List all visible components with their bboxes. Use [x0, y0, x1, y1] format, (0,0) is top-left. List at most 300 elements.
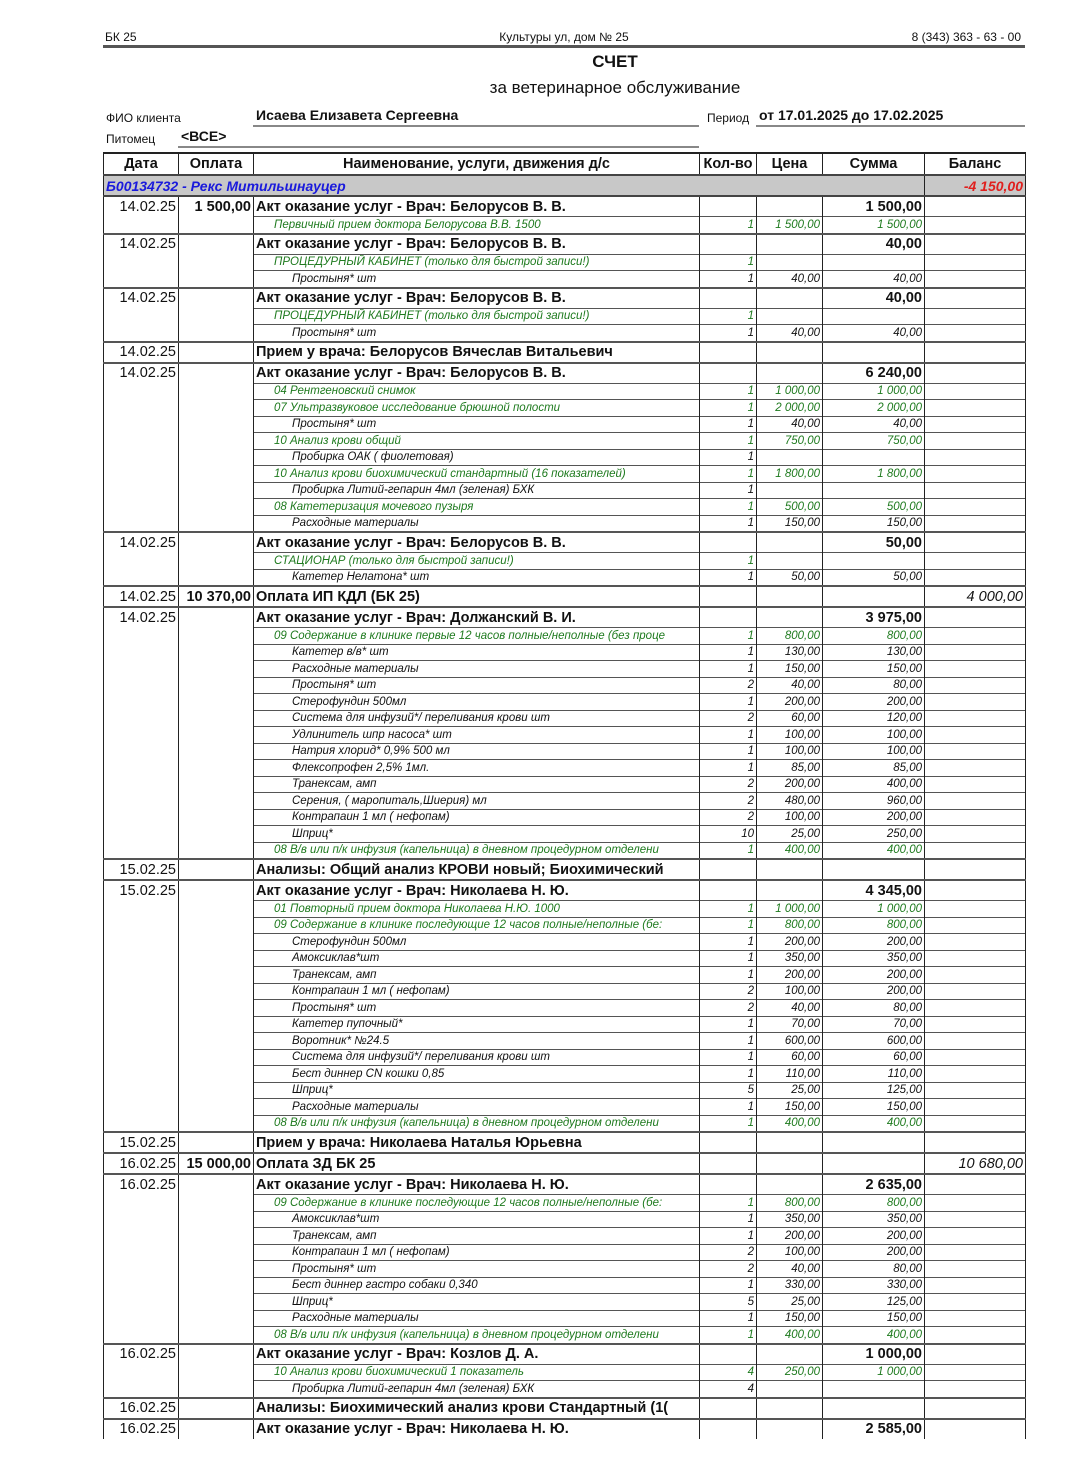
cell-pay: [179, 1228, 254, 1245]
cell-price: [757, 1419, 823, 1439]
cell-date: 14.02.25: [104, 342, 179, 363]
cell-price: 70,00: [757, 1016, 823, 1033]
cell-pay: [179, 859, 254, 880]
col-payment: Оплата: [179, 153, 254, 175]
cell-pay: [179, 1174, 254, 1195]
period-value: от 17.01.2025 до 17.02.2025: [759, 107, 944, 123]
cell-qty: 2: [700, 1244, 757, 1261]
cell-price: [757, 1381, 823, 1398]
cell-sum: 200,00: [823, 809, 925, 826]
cell-bal: [925, 842, 1026, 859]
cell-bal: [925, 1364, 1026, 1381]
cell-price: 100,00: [757, 743, 823, 760]
cell-pay: [179, 254, 254, 271]
cell-qty: 1: [700, 628, 757, 645]
cell-date: [104, 917, 179, 934]
cell-price: 40,00: [757, 271, 823, 288]
cell-sum: [823, 1153, 925, 1174]
cell-pay: [179, 1195, 254, 1212]
cell-sum: 200,00: [823, 983, 925, 1000]
cell-pay: [179, 383, 254, 400]
branch-name: БК 25: [105, 30, 137, 44]
cell-sum: 960,00: [823, 793, 925, 810]
cell-name: Удлинитель шпр насоса* шт: [254, 727, 700, 744]
cell-name: Прием у врача: Белорусов Вячеслав Витальевич: [254, 342, 700, 363]
cell-bal: [925, 760, 1026, 777]
cell-pay: [179, 288, 254, 309]
cell-date: [104, 842, 179, 859]
cell-date: [104, 1016, 179, 1033]
cell-date: [104, 1115, 179, 1132]
table-subrow: [104, 793, 1026, 810]
cell-price: 100,00: [757, 809, 823, 826]
table-row: [104, 1153, 1026, 1174]
table-subrow: [104, 809, 1026, 826]
period-underline: [756, 125, 1025, 127]
cell-pay: [179, 342, 254, 363]
cell-bal: [925, 1211, 1026, 1228]
cell-price: 1 000,00: [757, 383, 823, 400]
table-subrow: [104, 1195, 1026, 1212]
cell-date: [104, 271, 179, 288]
cell-price: 130,00: [757, 644, 823, 661]
cell-date: [104, 793, 179, 810]
cell-name: Флексопрофен 2,5% 1мл.: [254, 760, 700, 777]
cell-date: [104, 1049, 179, 1066]
cell-bal: [925, 793, 1026, 810]
cell-bal: [925, 743, 1026, 760]
table-subrow: [104, 842, 1026, 859]
cell-bal: [925, 569, 1026, 586]
cell-date: [104, 482, 179, 499]
cell-bal: [925, 1228, 1026, 1245]
cell-date: 16.02.25: [104, 1344, 179, 1365]
cell-bal: [925, 880, 1026, 901]
cell-qty: 1: [700, 967, 757, 984]
cell-name: Оплата ЗД БК 25: [254, 1153, 700, 1174]
cell-pay: [179, 1033, 254, 1050]
cell-price: 100,00: [757, 1244, 823, 1261]
cell-pay: [179, 983, 254, 1000]
cell-qty: 1: [700, 1211, 757, 1228]
cell-qty: [700, 1153, 757, 1174]
cell-bal: [925, 1244, 1026, 1261]
cell-qty: 4: [700, 1364, 757, 1381]
table-subrow: [104, 1228, 1026, 1245]
cell-name: Акт оказание услуг - Врач: Белорусов В. В.: [254, 196, 700, 217]
cell-qty: 2: [700, 1000, 757, 1017]
cell-sum: 1 500,00: [823, 217, 925, 234]
table-row: [104, 342, 1026, 363]
cell-price: 1 500,00: [757, 217, 823, 234]
cell-price: [757, 1398, 823, 1419]
cell-date: [104, 776, 179, 793]
cell-bal: [925, 383, 1026, 400]
table-subrow: [104, 776, 1026, 793]
cell-name: Акт оказание услуг - Врач: Должанский В. И.: [254, 607, 700, 628]
cell-price: 100,00: [757, 983, 823, 1000]
cell-sum: 200,00: [823, 694, 925, 711]
cell-pay: [179, 880, 254, 901]
client-label: ФИО клиента: [106, 111, 181, 125]
cell-pay: [179, 607, 254, 628]
cell-pay: [179, 363, 254, 384]
cell-name: 01 Повторный прием доктора Николаева Н.Ю. 1000: [254, 901, 700, 918]
cell-price: 110,00: [757, 1066, 823, 1083]
cell-date: 16.02.25: [104, 1419, 179, 1439]
cell-price: [757, 288, 823, 309]
cell-price: [757, 586, 823, 607]
cell-sum: 2 585,00: [823, 1419, 925, 1439]
cell-pay: [179, 967, 254, 984]
cell-bal: [925, 1115, 1026, 1132]
cell-sum: [823, 1381, 925, 1398]
cell-qty: 1: [700, 482, 757, 499]
table-subrow: [104, 1327, 1026, 1344]
cell-bal: [925, 553, 1026, 570]
cell-sum: 40,00: [823, 234, 925, 255]
cell-name: Простыня* шт: [254, 416, 700, 433]
cell-pay: [179, 950, 254, 967]
cell-date: 15.02.25: [104, 880, 179, 901]
cell-date: [104, 967, 179, 984]
cell-bal: [925, 727, 1026, 744]
table-subrow: [104, 1082, 1026, 1099]
cell-bal: 10 680,00: [925, 1153, 1026, 1174]
table-subrow: [104, 433, 1026, 450]
cell-qty: 1: [700, 416, 757, 433]
cell-sum: 800,00: [823, 628, 925, 645]
cell-bal: [925, 1033, 1026, 1050]
cell-price: 150,00: [757, 661, 823, 678]
cell-bal: [925, 1261, 1026, 1278]
cell-name: Акт оказание услуг - Врач: Белорусов В. В.: [254, 288, 700, 309]
cell-pay: [179, 1277, 254, 1294]
cell-pay: [179, 449, 254, 466]
cell-qty: 1: [700, 842, 757, 859]
cell-qty: 1: [700, 727, 757, 744]
cell-date: [104, 934, 179, 951]
cell-sum: 150,00: [823, 1099, 925, 1116]
cell-pay: [179, 532, 254, 553]
cell-bal: [925, 254, 1026, 271]
cell-name: Транексам, амп: [254, 967, 700, 984]
cell-date: [104, 449, 179, 466]
table-row: [104, 363, 1026, 384]
cell-sum: 40,00: [823, 288, 925, 309]
cell-qty: 1: [700, 383, 757, 400]
cell-bal: [925, 1294, 1026, 1311]
cell-name: Первичный прием доктора Белорусова В.В. 1500: [254, 217, 700, 234]
table-subrow: [104, 515, 1026, 532]
cell-price: 150,00: [757, 1099, 823, 1116]
cell-bal: [925, 217, 1026, 234]
cell-date: [104, 1244, 179, 1261]
cell-pay: [179, 694, 254, 711]
table-subrow: [104, 1000, 1026, 1017]
cell-sum: 800,00: [823, 917, 925, 934]
cell-pay: [179, 628, 254, 645]
cell-date: 15.02.25: [104, 1132, 179, 1153]
cell-price: 40,00: [757, 325, 823, 342]
table-row: [104, 1344, 1026, 1365]
table-row: [104, 607, 1026, 628]
cell-qty: 1: [700, 400, 757, 417]
table-subrow: [104, 449, 1026, 466]
cell-pay: [179, 1099, 254, 1116]
cell-sum: 2 000,00: [823, 400, 925, 417]
cell-price: [757, 363, 823, 384]
cell-price: 800,00: [757, 917, 823, 934]
cell-name: Прием у врача: Николаева Наталья Юрьевна: [254, 1132, 700, 1153]
cell-price: [757, 254, 823, 271]
cell-date: [104, 569, 179, 586]
cell-bal: [925, 628, 1026, 645]
cell-name: Простыня* шт: [254, 677, 700, 694]
cell-qty: 1: [700, 901, 757, 918]
cell-sum: [823, 586, 925, 607]
table-row: [104, 234, 1026, 255]
cell-pay: [179, 234, 254, 255]
cell-sum: 200,00: [823, 1244, 925, 1261]
cell-price: 250,00: [757, 1364, 823, 1381]
cell-price: 750,00: [757, 433, 823, 450]
cell-name: Пробирка ОАК ( фиолетовая): [254, 449, 700, 466]
table-subrow: [104, 1277, 1026, 1294]
table-subrow: [104, 271, 1026, 288]
cell-bal: [925, 1277, 1026, 1294]
cell-price: 2 000,00: [757, 400, 823, 417]
cell-date: [104, 1195, 179, 1212]
cell-price: 350,00: [757, 1211, 823, 1228]
cell-sum: [823, 449, 925, 466]
cell-pay: [179, 1364, 254, 1381]
cell-name: 09 Содержание в клинике последующие 12 часов полные/неполные (бе:: [254, 1195, 700, 1212]
col-balance: Баланс: [925, 153, 1026, 175]
cell-qty: [700, 1419, 757, 1439]
cell-name: Натрия хлорид* 0,9% 500 мл: [254, 743, 700, 760]
period-label: Период: [707, 111, 750, 125]
cell-date: [104, 760, 179, 777]
table-subrow: [104, 644, 1026, 661]
cell-qty: 2: [700, 793, 757, 810]
cell-name: 10 Анализ крови биохимический стандартный (16 показателей): [254, 466, 700, 483]
cell-price: 800,00: [757, 1195, 823, 1212]
cell-price: [757, 859, 823, 880]
cell-name: Простыня* шт: [254, 325, 700, 342]
cell-price: 150,00: [757, 1310, 823, 1327]
cell-date: [104, 515, 179, 532]
cell-bal: [925, 271, 1026, 288]
cell-date: [104, 694, 179, 711]
cell-sum: 40,00: [823, 325, 925, 342]
cell-sum: 110,00: [823, 1066, 925, 1083]
cell-pay: 10 370,00: [179, 586, 254, 607]
cell-bal: [925, 607, 1026, 628]
cell-date: [104, 1327, 179, 1344]
cell-name: 10 Анализ крови биохимический 1 показатель: [254, 1364, 700, 1381]
cell-name: Катетер в/в* шт: [254, 644, 700, 661]
cell-date: [104, 628, 179, 645]
cell-price: 800,00: [757, 628, 823, 645]
cell-price: 600,00: [757, 1033, 823, 1050]
table-subrow: [104, 727, 1026, 744]
cell-date: [104, 1211, 179, 1228]
cell-name: ПРОЦЕДУРНЫЙ КАБИНЕТ (только для быстрой записи!): [254, 254, 700, 271]
cell-name: Серения, ( маропиталь,Шиерия) мл: [254, 793, 700, 810]
table-subrow: [104, 950, 1026, 967]
table-subrow: [104, 553, 1026, 570]
cell-pay: [179, 727, 254, 744]
cell-date: 15.02.25: [104, 859, 179, 880]
table-subrow: [104, 677, 1026, 694]
cell-name: Акт оказание услуг - Врач: Николаева Н. Ю.: [254, 1419, 700, 1439]
cell-price: [757, 342, 823, 363]
cell-name: Анализы: Общий анализ КРОВИ новый; Биохимический: [254, 859, 700, 880]
document-subtitle: за ветеринарное обслуживание: [489, 78, 741, 97]
cell-date: 16.02.25: [104, 1153, 179, 1174]
cell-bal: [925, 400, 1026, 417]
table-subrow: [104, 1211, 1026, 1228]
table-row: [104, 1174, 1026, 1195]
cell-qty: 2: [700, 809, 757, 826]
cell-qty: 5: [700, 1082, 757, 1099]
table-subrow: [104, 901, 1026, 918]
cell-pay: [179, 1049, 254, 1066]
cell-price: 85,00: [757, 760, 823, 777]
cell-name: Простыня* шт: [254, 1000, 700, 1017]
cell-date: [104, 1099, 179, 1116]
pet-row: [104, 175, 1026, 196]
cell-qty: 2: [700, 776, 757, 793]
table-subrow: [104, 1016, 1026, 1033]
table-subrow: [104, 917, 1026, 934]
cell-qty: [700, 363, 757, 384]
cell-price: 200,00: [757, 1228, 823, 1245]
cell-sum: 70,00: [823, 1016, 925, 1033]
cell-sum: 1 000,00: [823, 1364, 925, 1381]
cell-bal: [925, 934, 1026, 951]
cell-name: Система для инфузий*/ переливания крови шт: [254, 710, 700, 727]
cell-pay: [179, 809, 254, 826]
cell-bal: [925, 1082, 1026, 1099]
cell-date: [104, 217, 179, 234]
cell-date: [104, 710, 179, 727]
cell-bal: [925, 363, 1026, 384]
cell-date: 14.02.25: [104, 532, 179, 553]
table-subrow: [104, 628, 1026, 645]
cell-price: [757, 880, 823, 901]
cell-date: [104, 553, 179, 570]
cell-date: [104, 325, 179, 342]
cell-price: [757, 308, 823, 325]
cell-sum: 150,00: [823, 661, 925, 678]
cell-pay: 1 500,00: [179, 196, 254, 217]
cell-date: [104, 308, 179, 325]
cell-sum: 400,00: [823, 842, 925, 859]
cell-date: [104, 1277, 179, 1294]
table-subrow: [104, 710, 1026, 727]
cell-name: Контрапаин 1 мл ( нефопам): [254, 1244, 700, 1261]
cell-qty: [700, 342, 757, 363]
cell-bal: [925, 342, 1026, 363]
cell-qty: 1: [700, 1115, 757, 1132]
cell-date: [104, 983, 179, 1000]
cell-pay: [179, 271, 254, 288]
cell-qty: 1: [700, 1049, 757, 1066]
cell-pay: [179, 1261, 254, 1278]
cell-qty: 1: [700, 466, 757, 483]
cell-sum: 100,00: [823, 743, 925, 760]
cell-price: [757, 482, 823, 499]
cell-name: Акт оказание услуг - Врач: Козлов Д. А.: [254, 1344, 700, 1365]
cell-sum: 200,00: [823, 967, 925, 984]
cell-date: 16.02.25: [104, 1398, 179, 1419]
cell-sum: 1 800,00: [823, 466, 925, 483]
cell-price: 40,00: [757, 1000, 823, 1017]
cell-name: Амоксиклав*шт: [254, 950, 700, 967]
cell-pay: [179, 1294, 254, 1311]
cell-date: [104, 1261, 179, 1278]
cell-name: Оплата ИП КДЛ (БК 25): [254, 586, 700, 607]
cell-sum: 80,00: [823, 1000, 925, 1017]
cell-name: Бест диннер CN кошки 0,85: [254, 1066, 700, 1083]
cell-sum: 60,00: [823, 1049, 925, 1066]
cell-qty: [700, 1132, 757, 1153]
cell-qty: 1: [700, 950, 757, 967]
cell-bal: [925, 661, 1026, 678]
cell-sum: 750,00: [823, 433, 925, 450]
table-subrow: [104, 217, 1026, 234]
cell-bal: [925, 482, 1026, 499]
table-subrow: [104, 1099, 1026, 1116]
cell-qty: 1: [700, 760, 757, 777]
cell-date: [104, 1294, 179, 1311]
cell-sum: 4 345,00: [823, 880, 925, 901]
cell-price: 50,00: [757, 569, 823, 586]
cell-bal: [925, 1049, 1026, 1066]
document-title: СЧЕТ: [592, 52, 638, 71]
cell-bal: [925, 859, 1026, 880]
cell-sum: 350,00: [823, 950, 925, 967]
cell-price: [757, 1344, 823, 1365]
cell-sum: 250,00: [823, 826, 925, 843]
cell-date: [104, 254, 179, 271]
cell-date: 14.02.25: [104, 363, 179, 384]
cell-bal: [925, 308, 1026, 325]
cell-qty: 1: [700, 569, 757, 586]
cell-sum: [823, 859, 925, 880]
cell-name: Система для инфузий*/ переливания крови шт: [254, 1049, 700, 1066]
cell-pay: [179, 1115, 254, 1132]
invoice-table: [103, 152, 1026, 1439]
cell-price: 25,00: [757, 1082, 823, 1099]
cell-sum: [823, 342, 925, 363]
cell-bal: [925, 901, 1026, 918]
cell-price: [757, 1132, 823, 1153]
cell-price: [757, 449, 823, 466]
cell-bal: 4 000,00: [925, 586, 1026, 607]
cell-date: 14.02.25: [104, 196, 179, 217]
cell-price: 350,00: [757, 950, 823, 967]
cell-name: Бест диннер гастро собаки 0,340: [254, 1277, 700, 1294]
cell-pay: [179, 760, 254, 777]
cell-price: 60,00: [757, 1049, 823, 1066]
cell-bal: [925, 532, 1026, 553]
cell-qty: 1: [700, 449, 757, 466]
table-row: [104, 288, 1026, 309]
cell-qty: 1: [700, 1277, 757, 1294]
